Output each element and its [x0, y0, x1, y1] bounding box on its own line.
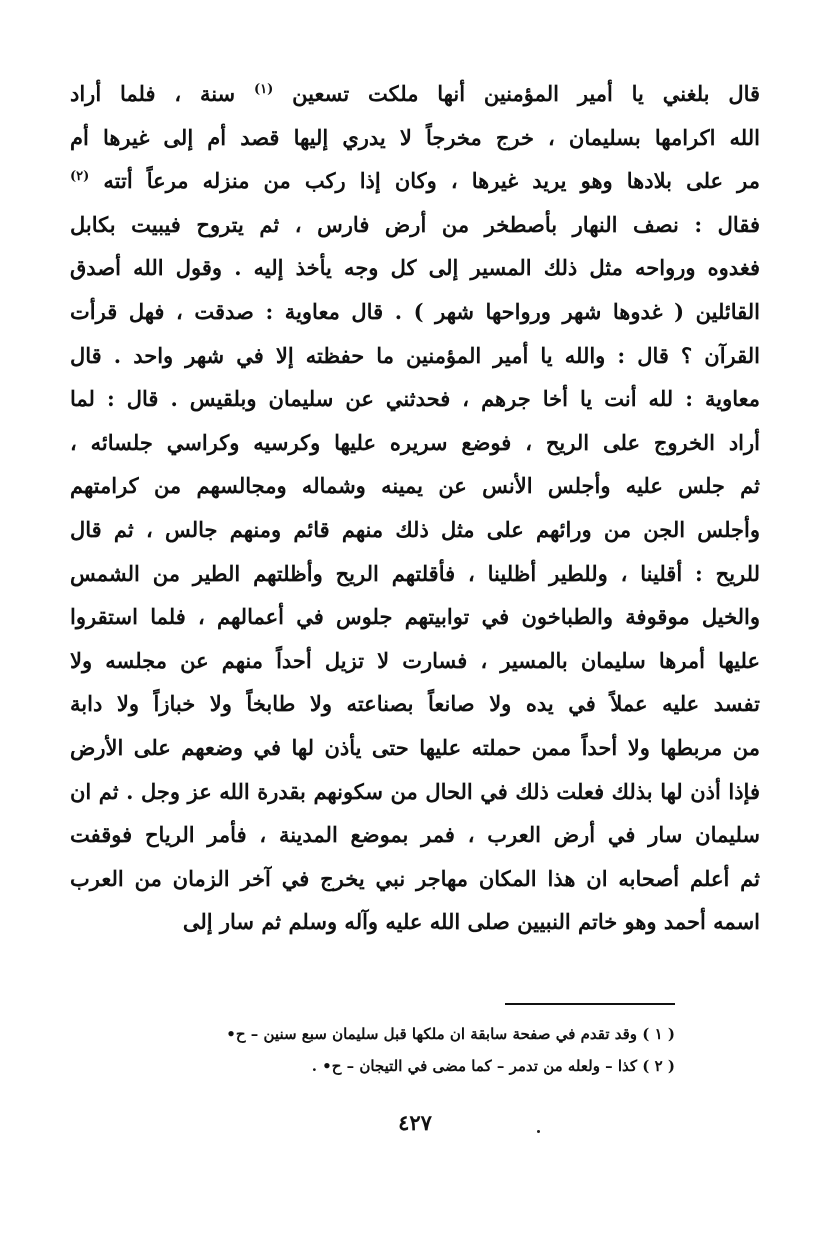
- text-line-5: فغدوه ورواحه مثل ذلك المسير إلى كل وجه يأخذ إليه . وقول الله أصدق: [70, 255, 760, 281]
- text-line-12: للريح : أقلينا ، وللطير أظلينا ، فأقلتهم الريح وأظلتهم الطير من الشمس: [70, 560, 760, 586]
- text-line-14: عليها أمرها سليمان بالمسير ، فسارت لا تزيل أحداً منهم عن مجلسه ولا: [70, 647, 760, 673]
- text-line-8: معاوية : لله أنت يا أخا جرهم ، فحدثني عن سليمان وبلقيس . قال : لما: [70, 386, 760, 412]
- ink-dot: [537, 1130, 540, 1133]
- text-line-10: ثم جلس عليه وأجلس الأنس عن يمينه وشماله ومجالسهم من كرامتهم: [70, 473, 760, 499]
- main-text-block: [70, 72, 760, 944]
- footnotes: [170, 1018, 675, 1082]
- text-line-3-body: مر على بلادها وهو يريد غيرها ، وكان إذا ركب من منزله مرعاً أتته: [103, 168, 760, 194]
- text-line-18: سليمان سار في أرض العرب ، فمر بموضع المدينة ، فأمر الرياح فوقفت: [70, 822, 760, 848]
- text-line-15: تفسد عليه عملاً في يده ولا صانعاً بصناعته ولا طابخاً ولا خبازاً ولا دابة: [70, 691, 760, 717]
- page-number: ٤٢٧: [398, 1110, 432, 1135]
- text-line-20: اسمه أحمد وهو خاتم النبيين صلى الله عليه وآله وسلم ثم سار إلى: [182, 909, 760, 935]
- text-line-9: أراد الخروج على الريح ، فوضع سريره عليها وكرسيه وكراسي جلسائه ،: [70, 429, 760, 455]
- text-line-1: [70, 72, 760, 116]
- text-line-16: من مربطها ولا أحداً ممن حملته عليها حتى يأذن لها في وضعهم على الأرض: [70, 734, 760, 760]
- text-line-2: الله اكرامها بسليمان ، خرج مخرجاً لا يدري إليها قصد أم إلى غيرها أم: [70, 124, 760, 150]
- text-line-4: فقال : نصف النهار بأصطخر من أرض فارس ، ثم يتروح فيبيت بكابل: [70, 211, 760, 237]
- footnote-ref-2: (٢): [70, 169, 90, 185]
- text-line-1-end: سنة ، فلما أراد: [70, 81, 236, 106]
- footnote-2: ( ٢ ) كذا – ولعله من تدمر – كما مضى في التيجان – ح• .: [311, 1057, 675, 1075]
- footnote-ref-1: (١): [254, 82, 274, 97]
- text-line-6: القائلين ( غدوها شهر ورواحها شهر ) . قال معاوية : صدقت ، فهل قرأت: [70, 298, 760, 324]
- text-line-11: وأجلس الجن من ورائهم على مثل ذلك منهم قائم ومنهم جالس ، ثم قال: [70, 516, 760, 542]
- footnote-1: ( ١ ) وقد تقدم في صفحة سابقة ان ملكها قبل سليمان سبع سنين – ح•: [226, 1025, 675, 1043]
- text-line-3: [70, 159, 760, 203]
- text-line-19: ثم أعلم أصحابه ان هذا المكان مهاجر نبي يخرج في آخر الزمان من العرب: [70, 865, 760, 891]
- text-line-13: والخيل موقوفة والطباخون في توابيتهم جلوس في أعمالهم ، فلما استقروا: [70, 604, 760, 630]
- text-line-7: القرآن ؟ قال : والله يا أمير المؤمنين ما حفظته إلا في شهر واحد . قال: [70, 342, 760, 368]
- footnote-separator: [505, 1003, 675, 1005]
- text-line-1-start: قال بلغني يا أمير المؤمنين أنها ملكت تسعين: [292, 81, 760, 106]
- text-line-17: فإذا أذن لها بذلك فعلت ذلك في الحال من سكونهم بقدرة الله عز وجل . ثم ان: [70, 778, 760, 804]
